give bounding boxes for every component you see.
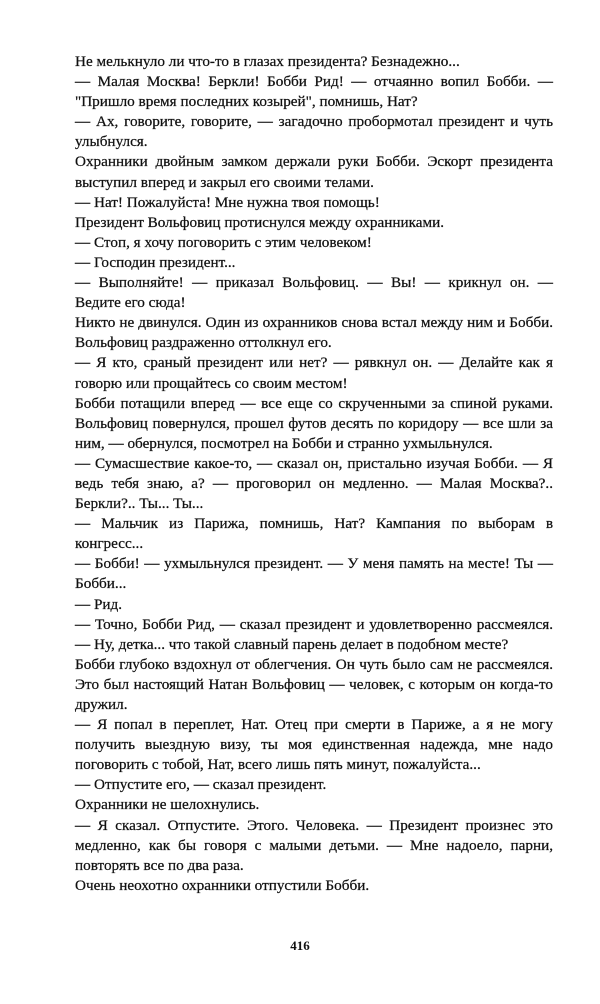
paragraph: Очень неохотно охранники отпустили Бобби. — [75, 876, 370, 894]
paragraph: — Бобби! — ухмыльнулся президент. — У меня память на месте! Ты — Бобби... — [75, 555, 553, 593]
paragraph: — Я попал в переплет, Нат. Отец при смерти в Париже, а я не могу получить выездную визу, ты моя единственная надежда, мне надо поговорить с тобой, Нат, всего лишь пять минут, пожалуйста... — [75, 716, 553, 774]
page-number: 416 — [290, 938, 310, 953]
paragraph: Бобби потащили вперед — все еще со скрученными за спиной руками. Вольфовиц повернулся, прошел футов десять по коридору — все шли за ним, — обернулся, посмотрел на Бобби и странно ухмыльнулся. — [75, 394, 553, 452]
paragraph: — Рид. — [75, 595, 123, 613]
paragraph: — Я кто, сраный президент или нет? — рявкнул он. — Делайте как я говорю или прощайтесь со своим местом! — [75, 354, 553, 392]
paragraph: — Ах, говорите, говорите, — загадочно пробормотал президент и чуть улыбнулся. — [75, 113, 553, 151]
book-page-text — [75, 52, 553, 896]
paragraph: Охранники двойным замком держали руки Бобби. Эскорт президента выступил вперед и закрыл его своими телами. — [75, 153, 553, 191]
paragraph: — Точно, Бобби Рид, — сказал президент и удовлетворенно рассмеялся. — Ну, детка... что такой славный парень делает в подобном месте? — [75, 615, 553, 653]
paragraph: — Выполняйте! — приказал Вольфовиц. — Вы! — крикнул он. — Ведите его сюда! — [75, 274, 553, 312]
paragraph: — Отпустите его, — сказал президент. — [75, 776, 327, 794]
paragraph: Охранники не шелохнулись. — [75, 796, 260, 814]
paragraph: — Мальчик из Парижа, помнишь, Нат? Кампания по выборам в конгресс... — [75, 515, 553, 553]
paragraph: — Малая Москва! Беркли! Бобби Рид! — отчаянно вопил Бобби. — "Пришло время последних козырей", помнишь, Нат? — [75, 73, 553, 111]
paragraph: Бобби глубоко вздохнул от облегчения. Он чуть было сам не рассмеялся. Это был настоящий Натан Вольфовиц — человек, с которым он когда-то дружил. — [75, 655, 553, 713]
paragraph: Президент Вольфовиц протиснулся между охранниками. — [75, 213, 445, 231]
paragraph: — Сумасшествие какое-то, — сказал он, пристально изучая Бобби. — Я ведь тебя знаю, а? — проговорил он медленно. — Малая Москва?.. Беркли?.. Ты... Ты... — [75, 454, 553, 513]
paragraph: Никто не двинулся. Один из охранников снова встал между ним и Бобби. Вольфовиц раздраженно оттолкнул его. — [75, 314, 553, 352]
paragraph: — Я сказал. Отпустите. Этого. Человека. — Президент произнес это медленно, как бы говоря с малыми детьми. — Мне надоело, парни, повторять все по два раза. — [75, 816, 553, 874]
paragraph: Не мелькнуло ли что-то в глазах президента? Безнадежно... — [75, 53, 460, 70]
paragraph: — Нат! Пожалуйста! Мне нужна твоя помощь! — [75, 193, 380, 211]
paragraph: — Стоп, я хочу поговорить с этим человеком! — [75, 233, 372, 251]
paragraph: — Господин президент... — [75, 253, 236, 271]
